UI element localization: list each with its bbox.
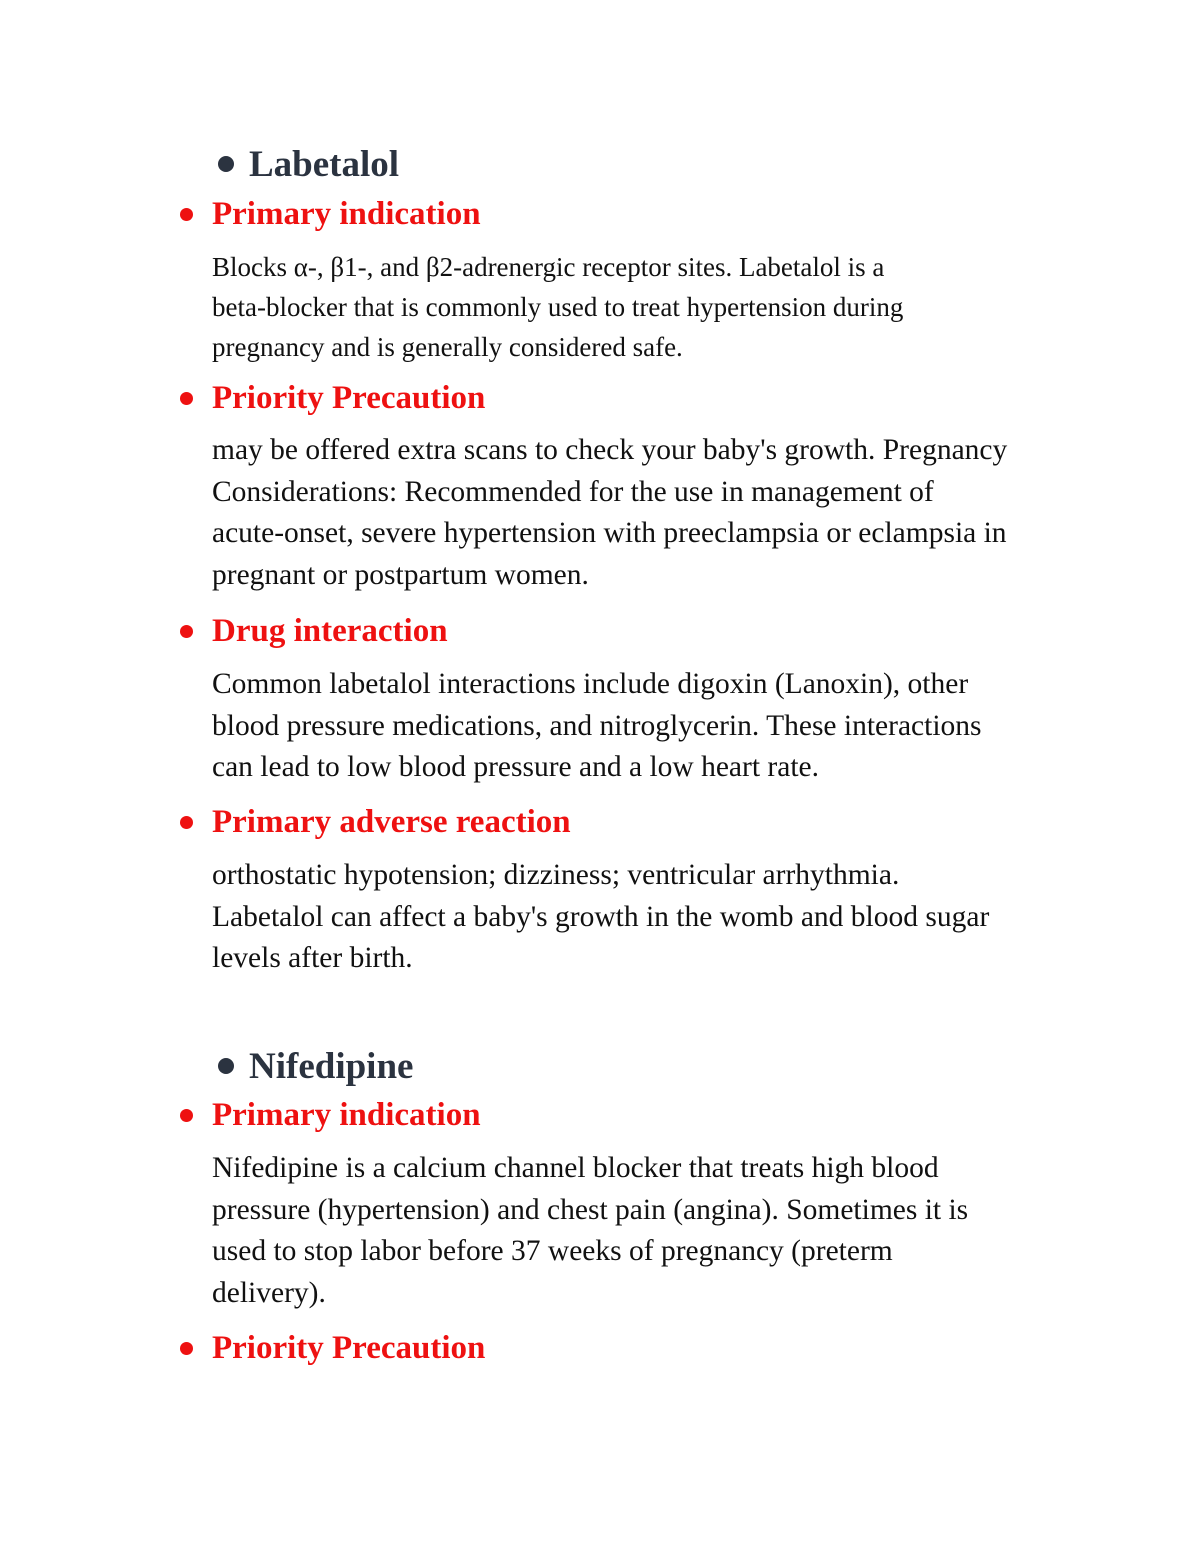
text-line: delivery).	[212, 1276, 326, 1309]
bullet-icon	[180, 208, 193, 221]
drug-name: Nifedipine	[249, 1045, 414, 1087]
text-line: may be offered extra scans to check your baby's growth. Pregnancy	[212, 434, 1008, 466]
section-heading-text: Priority Precaution	[212, 1329, 486, 1366]
text-line: levels after birth.	[212, 942, 413, 975]
section-heading-primary-indication	[180, 195, 481, 233]
section-body-primary-adverse-reaction	[212, 855, 1092, 980]
text-line: Blocks α-, β1-, and β2-adrenergic receptor sites. Labetalol is a	[212, 252, 885, 282]
section-body-priority-precaution	[212, 430, 1092, 596]
section-body-drug-interaction	[212, 664, 1092, 789]
bullet-icon	[180, 392, 193, 405]
drug-heading-labetalol	[218, 144, 399, 184]
text-line: Common labetalol interactions include digoxin (Lanoxin), other	[212, 668, 969, 700]
bullet-icon	[180, 1342, 193, 1355]
text-line: orthostatic hypotension; dizziness; ventricular arrhythmia.	[212, 859, 900, 891]
section-body-primary-indication	[212, 1148, 1092, 1314]
text-line: pressure (hypertension) and chest pain (angina). Sometimes it is	[212, 1193, 969, 1226]
section-body-primary-indication	[212, 247, 1092, 367]
text-line: Nifedipine is a calcium channel blocker that treats high blood	[212, 1152, 939, 1184]
section-heading-text: Priority Precaution	[212, 379, 486, 416]
section-heading-priority-precaution	[180, 1329, 485, 1367]
text-line: Labetalol can affect a baby's growth in the womb and blood sugar	[212, 900, 990, 933]
text-line: pregnancy and is generally considered safe.	[212, 332, 683, 362]
drug-name: Labetalol	[249, 143, 400, 185]
text-line: blood pressure medications, and nitroglycerin. These interactions	[212, 709, 982, 742]
bullet-icon	[218, 156, 234, 172]
drug-heading-nifedipine	[218, 1046, 413, 1086]
text-line: pregnant or postpartum women.	[212, 558, 589, 591]
bullet-icon	[218, 1058, 234, 1074]
bullet-icon	[180, 816, 193, 829]
section-heading-primary-indication	[180, 1096, 481, 1134]
text-line: can lead to low blood pressure and a low heart rate.	[212, 751, 819, 784]
section-heading-priority-precaution	[180, 379, 485, 417]
section-heading-text: Primary indication	[212, 195, 481, 232]
text-line: acute-onset, severe hypertension with preeclampsia or eclampsia in	[212, 517, 1007, 550]
section-heading-text: Primary adverse reaction	[212, 803, 571, 840]
section-heading-drug-interaction	[180, 612, 448, 650]
bullet-icon	[180, 625, 193, 638]
section-heading-text: Primary indication	[212, 1096, 481, 1133]
section-heading-primary-adverse-reaction	[180, 803, 571, 841]
text-line: beta-blocker that is commonly used to treat hypertension during	[212, 292, 904, 322]
text-line: used to stop labor before 37 weeks of pregnancy (preterm	[212, 1235, 893, 1268]
bullet-icon	[180, 1109, 193, 1122]
section-heading-text: Drug interaction	[212, 612, 448, 649]
text-line: Considerations: Recommended for the use in management of	[212, 475, 934, 508]
